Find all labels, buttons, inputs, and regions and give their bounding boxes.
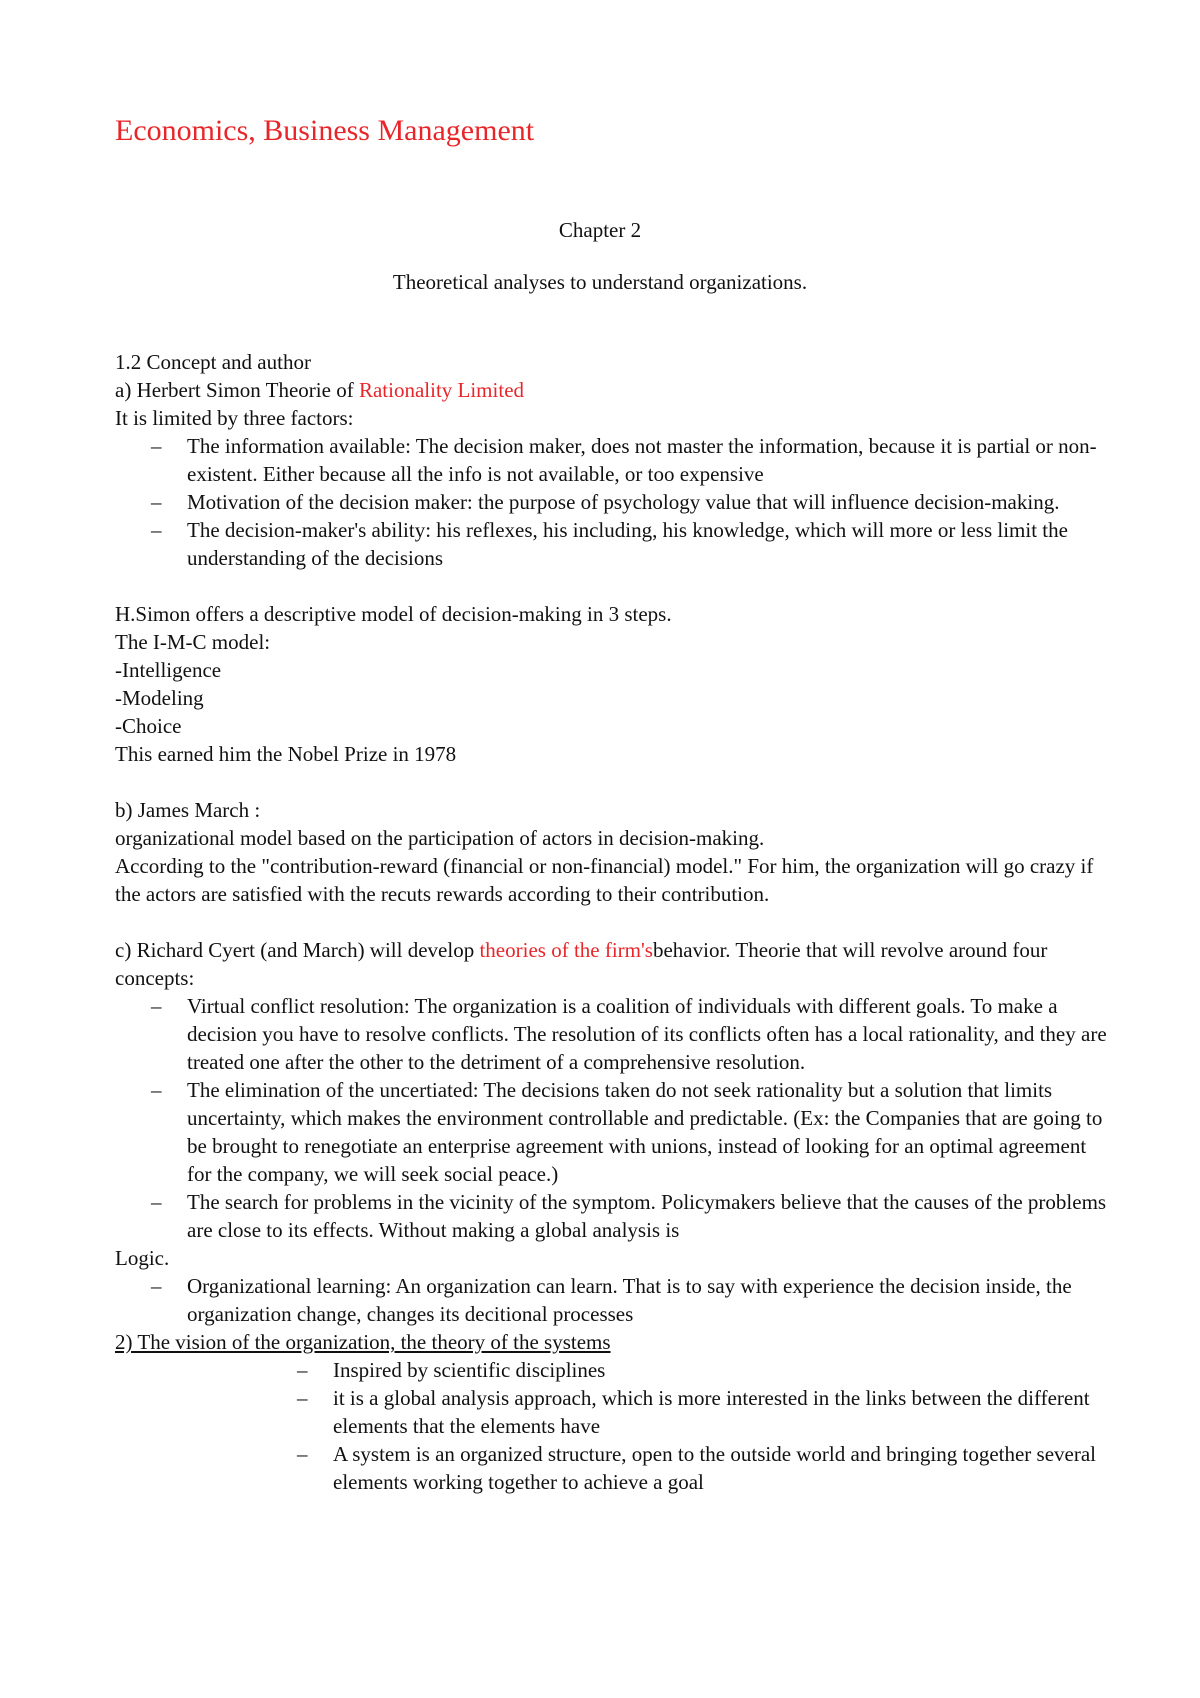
- list-item: – The decision-maker's ability: his reflexes, his including, his knowledge, which will more or less limit the understanding of the decisions: [187, 516, 1115, 572]
- chapter-title: Theoretical analyses to understand organizations.: [392, 270, 808, 294]
- factors-list: [115, 432, 1115, 572]
- list-item: – The elimination of the uncertiated: The decisions taken do not seek rationality but a solution that limits uncertainty, which makes the environment controllable and predictable. (Ex: the Companies that are going to be brought to renegotiate an enterprise agreement with unions, instead of looking for an optimal agreement for the company, we will seek social peace.): [187, 1076, 1115, 1188]
- cyert-heading-suffix: behavior. Theorie that will revolve around four concepts:: [115, 938, 1048, 990]
- nobel-note: This earned him the Nobel Prize in 1978: [115, 742, 457, 766]
- model-step: -Choice: [115, 714, 182, 738]
- list-item: – Organizational learning: An organization can learn. That is to say with experience the decision inside, the organization change, changes its decitional processes: [187, 1272, 1115, 1328]
- factors-intro: It is limited by three factors:: [115, 406, 354, 430]
- spacer: [115, 572, 1115, 600]
- cyert-heading: [115, 936, 1115, 992]
- list-item: – Inspired by scientific disciplines: [333, 1356, 1115, 1384]
- model-step: -Intelligence: [115, 658, 222, 682]
- systems-list: [115, 1356, 1115, 1496]
- systems-heading: 2) The vision of the organization, the theory of the systems: [115, 1330, 611, 1354]
- spacer: [115, 768, 1115, 796]
- model-name: The I-M-C model:: [115, 630, 271, 654]
- list-item: – Motivation of the decision maker: the purpose of psychology value that will influence decision-making.: [187, 488, 1115, 516]
- chapter-number: Chapter 2: [558, 218, 642, 242]
- model-step: -Modeling: [115, 686, 204, 710]
- list-item: – it is a global analysis approach, which is more interested in the links between the different elements that the elements have: [333, 1384, 1115, 1440]
- rationality-limited-highlight: Rationality Limited: [358, 378, 525, 402]
- march-paragraph: According to the "contribution-reward (financial or non-financial) model." For him, the organization will go crazy if the actors are satisfied with the recuts rewards according to their contribution.: [115, 854, 1094, 906]
- march-paragraph: organizational model based on the participation of actors in decision-making.: [115, 826, 765, 850]
- simon-heading-text: a) Herbert Simon Theorie of: [115, 378, 359, 402]
- simon-heading: [115, 376, 1115, 404]
- list-item: – Virtual conflict resolution: The organization is a coalition of individuals with different goals. To make a decision you have to resolve conflicts. The resolution of its conflicts often has a local rationality, and they are treated one after the other to the detriment of a comprehensive resolution.: [187, 992, 1115, 1076]
- logic-line: Logic.: [115, 1246, 170, 1270]
- list-item: – A system is an organized structure, open to the outside world and bringing together several elements working together to achieve a goal: [333, 1440, 1115, 1496]
- concepts-list: [115, 992, 1115, 1244]
- cyert-heading-text: c) Richard Cyert (and March) will develop: [115, 938, 480, 962]
- list-item: – The search for problems in the vicinity of the symptom. Policymakers believe that the causes of the problems are close to its effects. Without making a global analysis is: [187, 1188, 1115, 1244]
- model-intro: H.Simon offers a descriptive model of decision-making in 3 steps.: [115, 602, 672, 626]
- theories-firm-highlight: theories of the firm's: [479, 938, 653, 962]
- spacer: [115, 908, 1115, 936]
- section-heading: 1.2 Concept and author: [115, 350, 311, 374]
- document-body: [115, 348, 1115, 1496]
- concepts-list-continued: [115, 1272, 1115, 1328]
- list-item: – The information available: The decision maker, does not master the information, because it is partial or non-existent. Either because all the info is not available, or too expensive: [187, 432, 1115, 488]
- document-subject-title: Economics, Business Management: [115, 114, 535, 147]
- march-heading: b) James March :: [115, 798, 261, 822]
